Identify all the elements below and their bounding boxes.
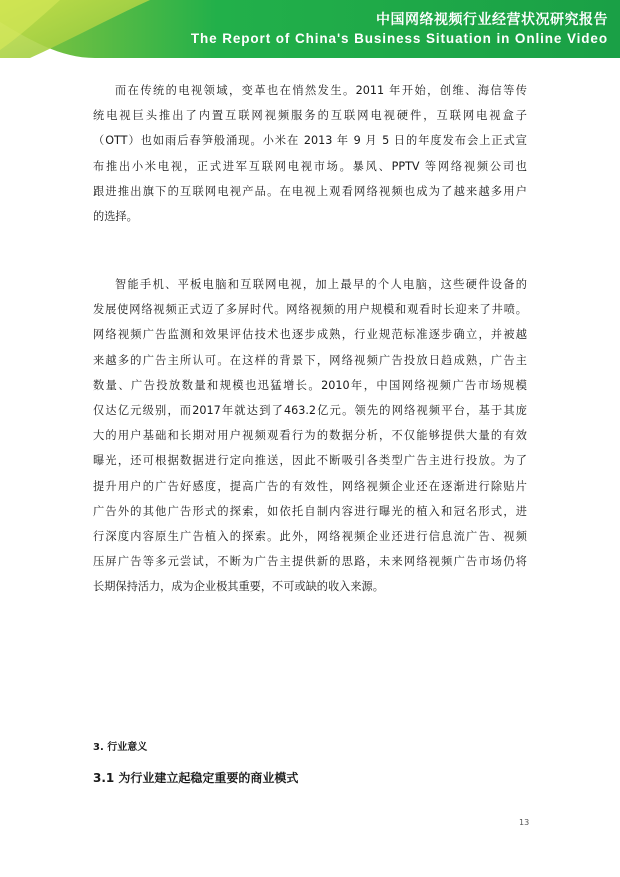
header-banner xyxy=(0,0,620,58)
paragraph-line: 发展使网络视频正式迈了多屏时代。网络视频的用户规模和观看时长迎来了井喷。 xyxy=(93,303,527,317)
paragraph-line: 网络视频广告监测和效果评估技术也逐步成熟，行业规范标准逐步确立，并被越 xyxy=(93,328,527,342)
paragraph-line: 而在传统的电视领域，变革也在悄然发生。2011 年开始，创维、海信等传 xyxy=(115,84,527,97)
paragraph-tv xyxy=(93,78,527,229)
paragraph-line: 广告外的其他广告形式的探索，如依托自制内容进行曝光的植入和冠名形式，进 xyxy=(93,504,527,518)
paragraph-line: （OTT）也如雨后春笋般涌现。小米在 2013 年 9 月 5 日的年度发布会上正式宣 xyxy=(93,134,527,148)
report-title: 中国网络视频行业经营状况研究报告 xyxy=(376,12,608,28)
paragraph-line: 布推出小米电视，正式进军互联网电视市场。暴风、PPTV 等网络视频公司也 xyxy=(93,159,527,173)
paragraph-line: 大的用户基础和长期对用户视频观看行为的数据分析，不仅能够提供大量的有效 xyxy=(93,429,527,443)
subsection-heading: 3.1 为行业建立起稳定重要的商业模式 xyxy=(93,771,299,785)
paragraph-line: 数量、广告投放数量和规模也迅猛增长。2010年，中国网络视频广告市场规模 xyxy=(93,378,527,392)
paragraph-line: 统电视巨头推出了内置互联网视频服务的互联网电视硬件，互联网电视盒子 xyxy=(93,109,527,123)
paragraph-line: 曝光，还可根据数据进行定向推送，因此不断吸引各类型广告主进行投放。为了 xyxy=(93,454,527,468)
section-heading: 3. 行业意义 xyxy=(93,742,148,753)
paragraph-line: 行深度内容原生广告植入的探索。此外，网络视频企业还进行信息流广告、视频 xyxy=(93,529,527,543)
paragraph-line: 压屏广告等多元尝试，不断为广告主提供新的思路，未来网络视频广告市场仍将 xyxy=(93,555,527,569)
paragraph-line: 跟进推出旗下的互联网电视产品。在电视上观看网络视频也成为了越来越多用户 xyxy=(93,184,527,198)
paragraph-line: 仅达亿元级别，而2017年就达到了463.2亿元。领先的网络视频平台，基于其庞 xyxy=(93,403,527,417)
paragraph-line: 提升用户的广告好感度，提高广告的有效性，网络视频企业还在逐渐进行除贴片 xyxy=(93,479,527,493)
paragraph-line: 来越多的广告主所认可。在这样的背景下，网络视频广告投放日趋成熟，广告主 xyxy=(93,353,527,367)
paragraph-line: 智能手机、平板电脑和互联网电视，加上最早的个人电脑，这些硬件设备的 xyxy=(115,278,527,291)
paragraph-line: 长期保持活力，成为企业极其重要，不可或缺的收入来源。 xyxy=(93,580,384,594)
report-subtitle: The Report of China's Business Situation in Online Video xyxy=(190,31,608,46)
page-number: 13 xyxy=(519,818,530,827)
paragraph-advertising xyxy=(93,272,527,599)
paragraph-line: 的选择。 xyxy=(93,209,138,223)
